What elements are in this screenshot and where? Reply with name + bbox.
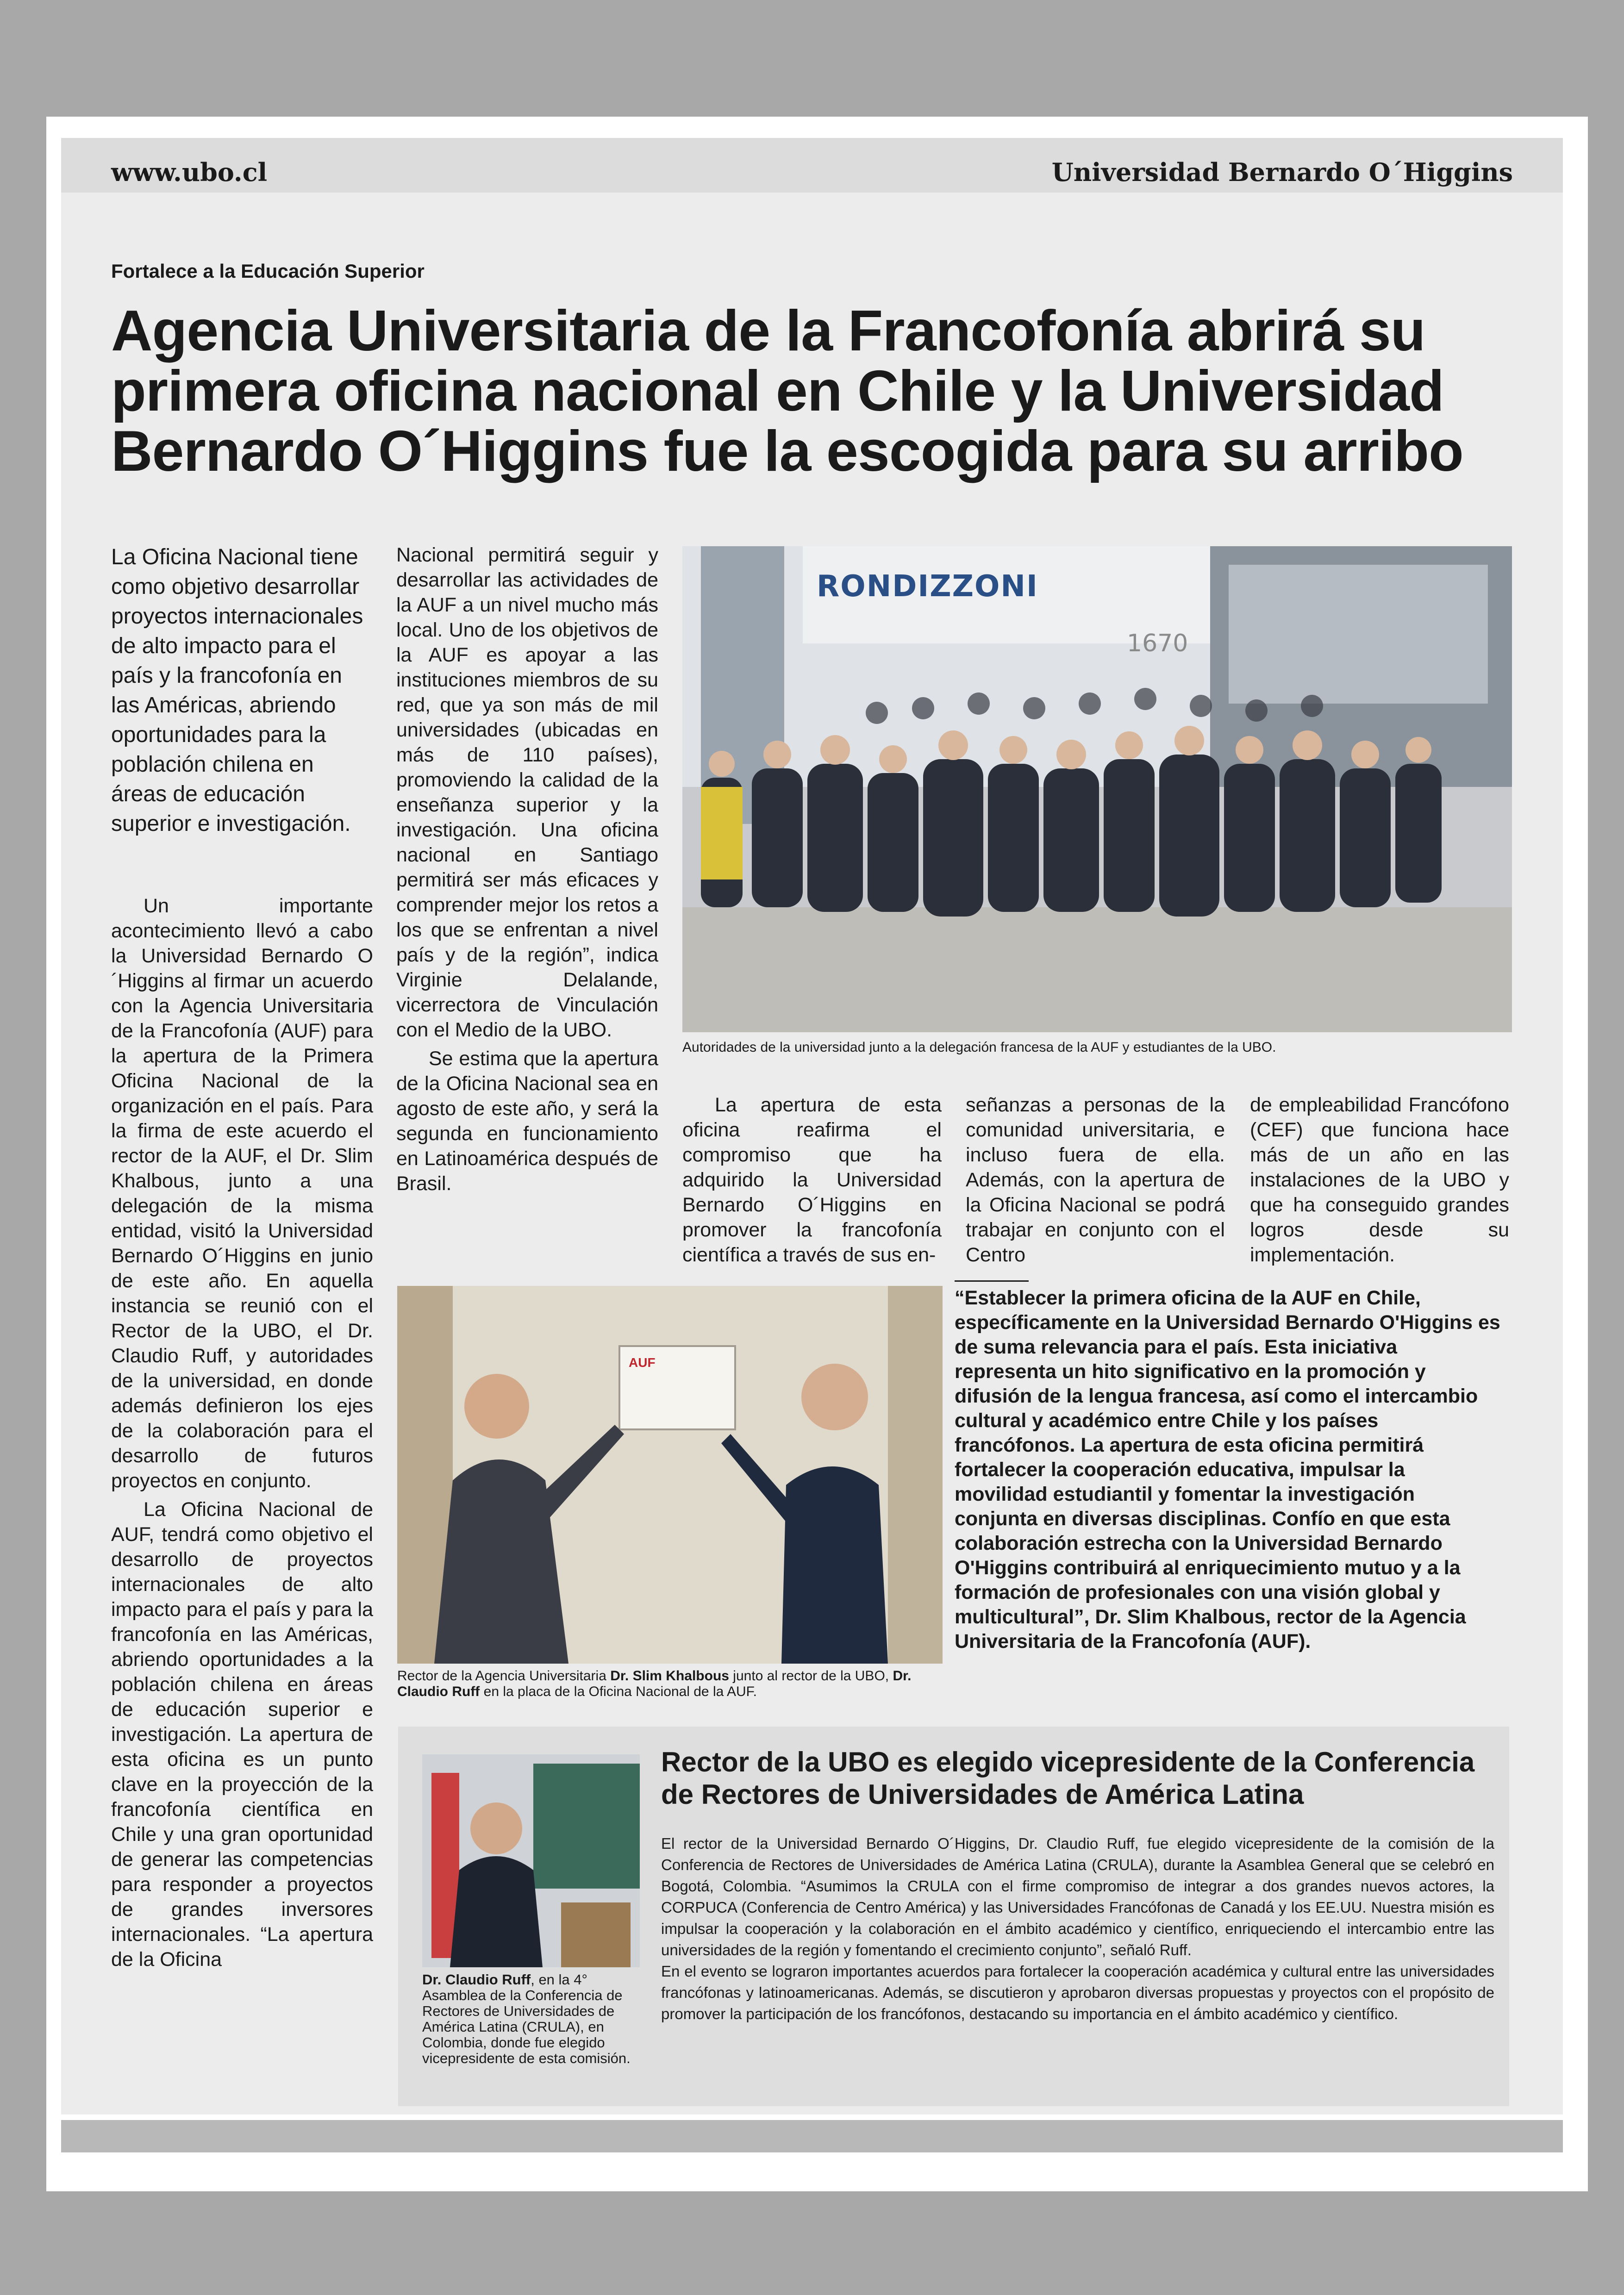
column-1: [111, 893, 373, 1976]
group-photo: [682, 546, 1512, 1032]
lead-paragraph: La Oficina Nacional tiene como objetivo desarrollar proyectos internacionales de alto impacto para el país y la francofonía en las Américas, abriendo oportunidades para la población chilena en áreas de educación superior e investigación.: [111, 545, 363, 836]
plaque-photo-caption: Rector de la Agencia Universitaria Dr. Slim Khalbous junto al rector de la UBO, Dr. Claudio Ruff en la placa de la Oficina Nacional de la AUF.: [397, 1668, 912, 1699]
site-url[interactable]: www.ubo.cl: [111, 157, 268, 187]
column-2: [396, 543, 658, 1200]
paragraph: de empleabilidad Francófono (CEF) que funciona hace más de un año en las instalaciones de la UBO y que ha conseguido grandes logros desde su implementación.: [1250, 1094, 1509, 1266]
paragraph: En el evento se lograron importantes acuerdos para fortalecer la cooperación académica y cultural entre las universidades francófonas y latinoamericanas. Además, se discutieron y aprobaron diversas propuestas y proyectos con el propósito de promover la participación de los francófonos, destacando su importancia en el ámbito académico y científico.: [661, 1963, 1494, 2022]
headline: Agencia Universitaria de la Francofonía abrirá su primera oficina nacional en Chile y la Universidad Bernardo O´Higgins fue la escogida para su arribo: [111, 299, 1463, 483]
university-name: Universidad Bernardo O´Higgins: [1051, 157, 1513, 187]
quote-divider: [955, 1280, 1029, 1282]
paragraph: Nacional permitirá seguir y desarrollar las actividades de la AUF a un nivel mucho más local. Uno de los objetivos de la AUF es apoyar a las instituciones miembros de su red, que ya son más de mil universidades (ubicadas en más de 110 países), promoviendo la calidad de la enseñanza superior y la investigación. Una oficina nacional en Santiago permitirá ser más eficaces y comprender mejor los retos a los que se enfrentan a nivel país y de la región”, indica Virginie Delalande, vicerrectora de Vinculación con el Medio de la UBO.: [396, 544, 658, 1041]
column-5: [1250, 1092, 1509, 1271]
plaque-logo: AUF: [629, 1355, 656, 1370]
kicker: Fortalece a la Educación Superior: [111, 260, 425, 282]
paragraph: Se estima que la apertura de la Oficina Nacional sea en agosto de este año, y será la segunda en funcionamiento en Latinoamérica después de Brasil.: [396, 1048, 658, 1195]
sidebar-title: Rector de la UBO es elegido vicepresidente de la Conferencia de Rectores de Universidades de América Latina: [661, 1746, 1475, 1810]
ruff-photo-caption: Dr. Claudio Ruff, en la 4° Asamblea de la Conferencia de Rectores de Universidades de América Latina (CRULA), en Colombia, donde fue elegido vicepresidente de esta comisión.: [422, 1971, 631, 2066]
footer-band: [61, 2120, 1563, 2152]
column-4: [966, 1092, 1225, 1271]
pull-quote: “Establecer la primera oficina de la AUF en Chile, específicamente en la Universidad Bernardo O'Higgins es de suma relevancia para el país. Esta iniciativa representa un hito significativo en la promoción y difusión de la lengua francesa, así como el intercambio cultural y académico entre Chile y los países francófonos. La apertura de esta oficina permitirá fortalecer la cooperación educativa, impulsar la movilidad estudiantil y fomentar la investigación conjunta en diversas disciplinas. Confío en que esta colaboración estrecha con la Universidad Bernardo O'Higgins contribuirá al enriquecimiento mutuo y a la formación de profesionales con una visión global y multicultural”, Dr. Slim Khalbous, rector de la Agencia Universitaria de la Francofonía (AUF).: [955, 1287, 1500, 1653]
paragraph: La apertura de esta oficina reafirma el compromiso que ha adquirido la Universidad Bernardo O´Higgins en promover la francofonía científica a través de sus en-: [682, 1094, 942, 1266]
paragraph: señanzas a personas de la comunidad universitaria, e incluso fuera de ella. Además, con la apertura de la Oficina Nacional se podrá trabajar en conjunto con el Centro: [966, 1094, 1225, 1266]
building-sign: RONDIZZONI: [817, 569, 1038, 604]
paragraph: El rector de la Universidad Bernardo O´Higgins, Dr. Claudio Ruff, fue elegido vicepresidente de la comisión de la Conferencia de Rectores de Universidades de América Latina (CRULA), durante la Asamblea General que se celebró en Bogotá, Colombia. “Asumimos la CRULA con el firme compromiso de integrar a dos grandes nuevos actores, la CORPUCA (Conferencia de Centro América) y las Universidades Francófonas de Canadá y los EE.UU. Nuestra misión es impulsar la cooperación y la colaboración en el ámbito académico y científico, enriqueciendo el intercambio entre las universidades de la región y fomentando el crecimiento conjunto”, señaló Ruff.: [661, 1835, 1494, 1958]
column-3: [682, 1092, 942, 1271]
ruff-photo: [422, 1754, 640, 1967]
paragraph: Un importante acontecimiento llevó a cabo la Universidad Bernardo O´Higgins al firmar un acuerdo con la Agencia Universitaria de la Francofonía (AUF) para la apertura de la Primera Oficina Nacional de la organización en el país. Para la firma de este acuerdo el rector de la AUF, el Dr. Slim Khalbous, junto a una delegación de la misma entidad, visitó la Universidad Bernardo O´Higgins en junio de este año. En aquella instancia se reunió con el Rector de la UBO, el Dr. Claudio Ruff, y autoridades de la universidad, en donde además definieron los ejes de la colaboración para el desarrollo de futuros proyectos en conjunto.: [111, 895, 373, 1492]
sidebar-body: [661, 1833, 1494, 2025]
paragraph: La Oficina Nacional de AUF, tendrá como objetivo el desarrollo de proyectos internacionales de alto impacto para el país y para la francofonía en las Américas, abriendo oportunidades a la población chilena en áreas de educación superior e investigación. La apertura de esta oficina es un punto clave en la proyección de la francofonía científica en Chile y una gran oportunidad de generar las competencias para responder a proyectos de grandes inversores internacionales. “La apertura de la Oficina: [111, 1498, 373, 1971]
group-photo-caption: Autoridades de la universidad junto a la delegación francesa de la AUF y estudiantes de la UBO.: [682, 1040, 1276, 1055]
building-number: 1670: [1127, 630, 1188, 657]
plaque-photo: [397, 1286, 943, 1664]
